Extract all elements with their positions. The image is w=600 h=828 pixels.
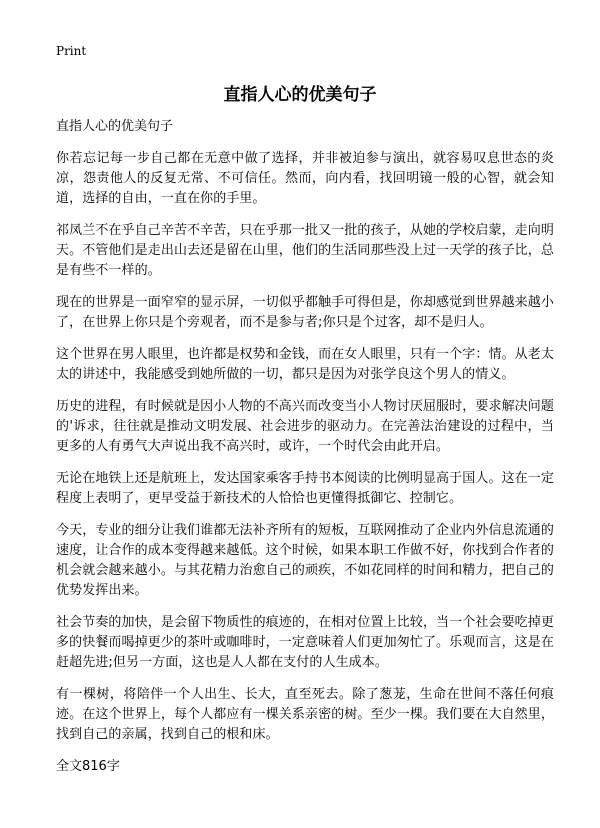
paragraph: 社会节奏的加快，是会留下物质性的痕迹的，在相对位置上比较，当一个社会要吃掉更多的快餐而喝掉更少的茶叶或咖啡时，一定意味着人们更加匆忙了。乐观而言，这是在赶超先进;但另一方面，这也是人人都在支付的人生成本。 [56, 615, 554, 670]
paragraph: 无论在地铁上还是航班上，发达国家乘客手持书本阅读的比例明显高于国人。这在一定程度上表明了，更早受益于新技术的人恰恰也更懂得抵御它、控制它。 [56, 471, 554, 506]
article-body [56, 117, 554, 777]
paragraph: 祁凤兰不在乎自己辛苦不辛苦，只在乎那一批又一批的孩子，从她的学校启蒙，走向明天。不管他们是走出山去还是留在山里，他们的生活同那些没上过一天学的孩子比，总是有些不一样的。 [56, 223, 554, 278]
paragraph: 今天，专业的细分让我们谁都无法补齐所有的短板，互联网推动了企业内外信息流通的速度，让合作的成本变得越来越低。这个时候，如果本职工作做不好，你找到合作者的机会就会越来越小。与其花精力治愈自己的顽疾，不如花同样的时间和精力，把自己的优势发挥出来。 [56, 523, 554, 598]
article-subtitle: 直指人心的优美句子 [56, 119, 174, 134]
paragraph: 这个世界在男人眼里，也许都是权势和金钱，而在女人眼里，只有一个字：情。从老太太的讲述中，我能感受到她所做的一切，都只是因为对张学良这个男人的情义。 [56, 347, 554, 382]
paragraph: 现在的世界是一面窄窄的显示屏，一切似乎都触手可得但是，你却感觉到世界越来越小了，在世界上你只是个旁观者，而不是参与者;你只是个过客，却不是归人。 [56, 295, 554, 330]
word-count: 全文816字 [56, 759, 120, 774]
paragraph: 有一棵树，将陪伴一个人出生、长大，直至死去。除了葱茏，生命在世间不落任何痕迹。在这个世界上，每个人都应有一棵关系亲密的树。至少一棵。我们要在大自然里，找到自己的亲属，找到自己的根和床。 [56, 687, 554, 742]
paragraph: 你若忘记每一步自己都在无意中做了选择，并非被迫参与演出，就容易叹息世态的炎凉，怨责他人的反复无常、不可信任。然而，向内看，找回明镜一般的心智，就会知道，选择的自由，一直在你的手里。 [56, 151, 554, 206]
print-link[interactable]: Print [56, 44, 87, 58]
paragraph: 历史的进程，有时候就是因小人物的不高兴而改变当小人物讨厌屈服时，要求解决问题的'诉求，往往就是推动文明发展、社会进步的驱动力。在完善法治建设的过程中，当更多的人有勇气大声说出我不高兴时，或许，一个时代会由此开启。 [56, 399, 554, 454]
page-title: 直指人心的优美句子 [223, 85, 377, 105]
